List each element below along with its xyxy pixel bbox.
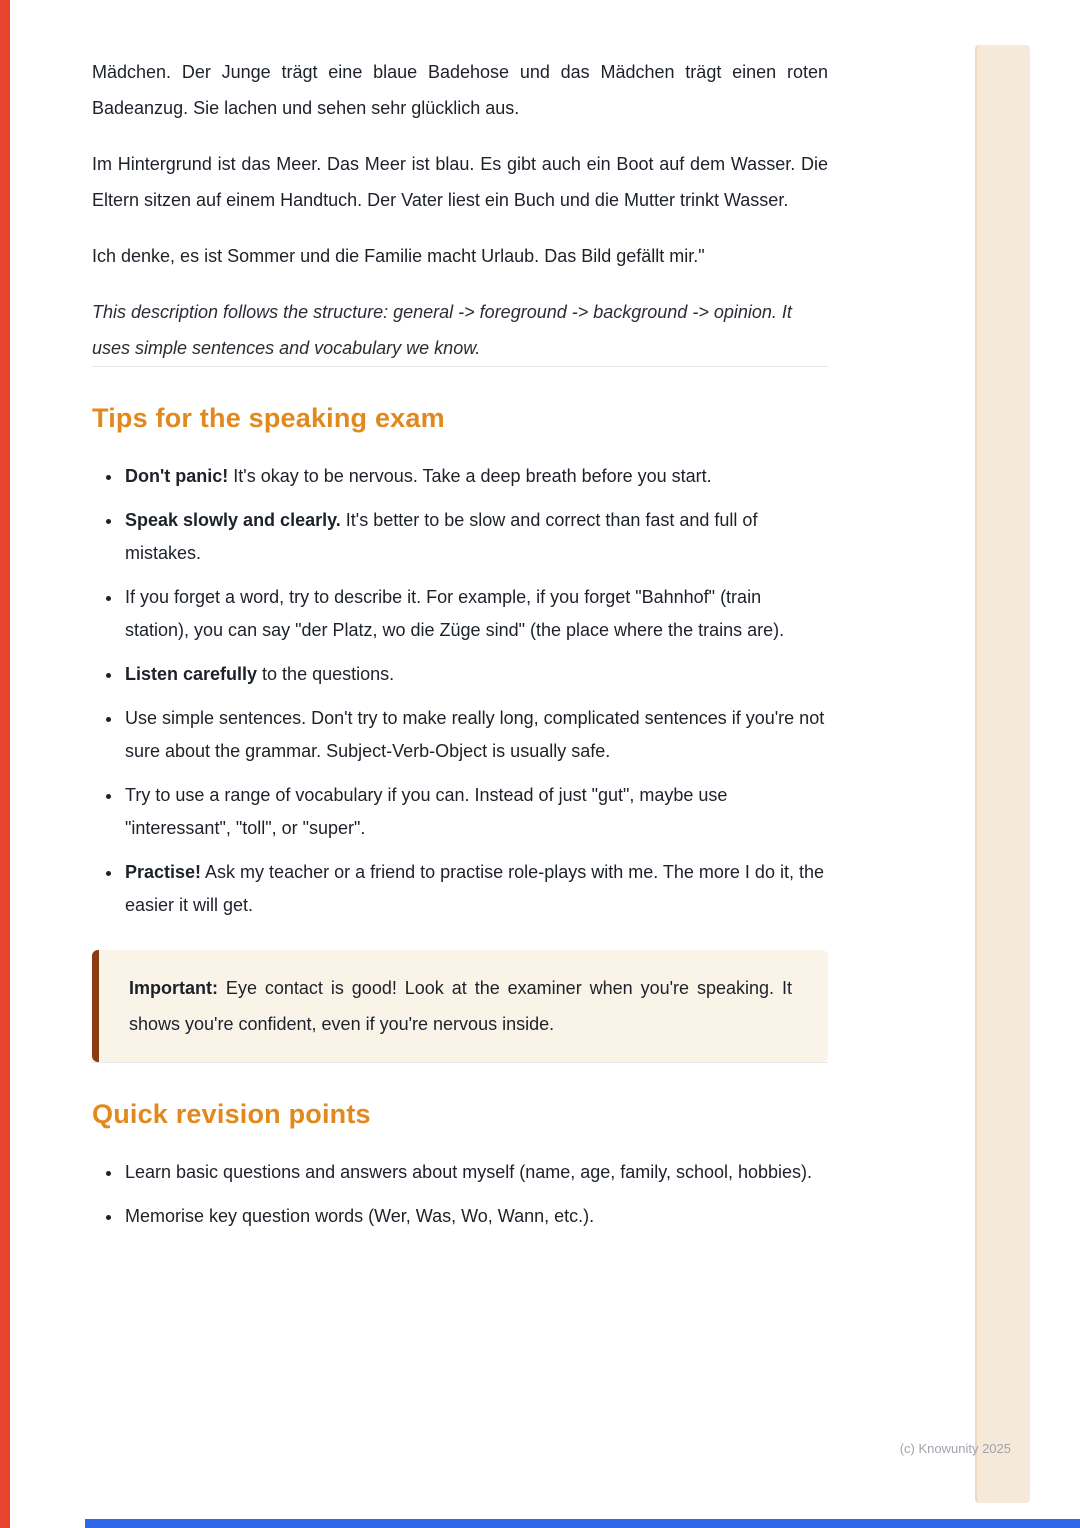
content-area — [92, 0, 828, 1233]
list-item — [123, 856, 828, 922]
list-item — [123, 702, 828, 768]
list-item — [123, 1200, 828, 1233]
bullet-text: Memorise key question words (Wer, Was, Wo, Wann, etc.). — [125, 1206, 595, 1226]
section-heading-revision: Quick revision points — [92, 1099, 371, 1129]
revision-list — [92, 1156, 828, 1233]
bullet-bold-text: Practise! — [125, 862, 202, 882]
bullet-text: Learn basic questions and answers about myself (name, age, family, school, hobbies). — [125, 1162, 813, 1182]
callout-text: Eye contact is good! Look at the examiner when you're speaking. It shows you're confident, even if you're nervous inside. — [129, 978, 792, 1034]
bottom-accent-stripe — [85, 1519, 1080, 1528]
bullet-bold-text: Listen carefully — [125, 664, 258, 684]
callout-label: Important: — [129, 978, 218, 998]
tips-list — [92, 460, 828, 922]
list-item — [123, 504, 828, 570]
callout-box — [92, 950, 828, 1062]
list-item — [123, 1156, 828, 1189]
right-margin-stripe — [975, 45, 1030, 1503]
paragraph-german-2: Im Hintergrund ist das Meer. Das Meer ist blau. Es gibt auch ein Boot auf dem Wasser. Die Eltern sitzen auf einem Handtuch. Der Vater liest ein Buch und die Mutter trinkt Wasser. — [92, 154, 828, 210]
list-item — [123, 779, 828, 845]
divider — [92, 366, 828, 367]
list-item — [123, 581, 828, 647]
structure-note: This description follows the structure: general -> foreground -> background -> opinion. It uses simple sentences and vocabulary we know. — [92, 302, 792, 358]
bullet-text: It's okay to be nervous. Take a deep breath before you start. — [228, 466, 712, 486]
bullet-text: Use simple sentences. Don't try to make really long, complicated sentences if you're not sure about the grammar. Subject-Verb-Object is usually safe. — [125, 708, 825, 761]
list-item — [123, 460, 828, 493]
bullet-text: It's better to be slow and correct than fast and full of mistakes. — [125, 510, 758, 563]
bullet-text: to the questions. — [257, 664, 395, 684]
bullet-text: Try to use a range of vocabulary if you can. Instead of just "gut", maybe use "interessant", "toll", or "super". — [125, 785, 728, 838]
section-heading-tips: Tips for the speaking exam — [92, 403, 445, 433]
bullet-text: Ask my teacher or a friend to practise role-plays with me. The more I do it, the easier it will get. — [125, 862, 824, 915]
paragraph-german-3: Ich denke, es ist Sommer und die Familie macht Urlaub. Das Bild gefällt mir." — [92, 246, 705, 266]
list-item — [123, 658, 828, 691]
footer-credit: (c) Knowunity 2025 — [899, 1441, 1011, 1456]
bullet-bold-text: Speak slowly and clearly. — [125, 510, 341, 530]
divider — [92, 1062, 828, 1063]
paragraph-german-1: Mädchen. Der Junge trägt eine blaue Badehose und das Mädchen trägt einen roten Badeanzug. Sie lachen und sehen sehr glücklich aus. — [92, 62, 828, 118]
bullet-text: If you forget a word, try to describe it. For example, if you forget "Bahnhof" (train station), you can say "der Platz, wo die Züge sind" (the place where the trains are). — [125, 587, 785, 640]
bullet-bold-text: Don't panic! — [125, 466, 229, 486]
left-accent-stripe — [0, 0, 10, 1528]
